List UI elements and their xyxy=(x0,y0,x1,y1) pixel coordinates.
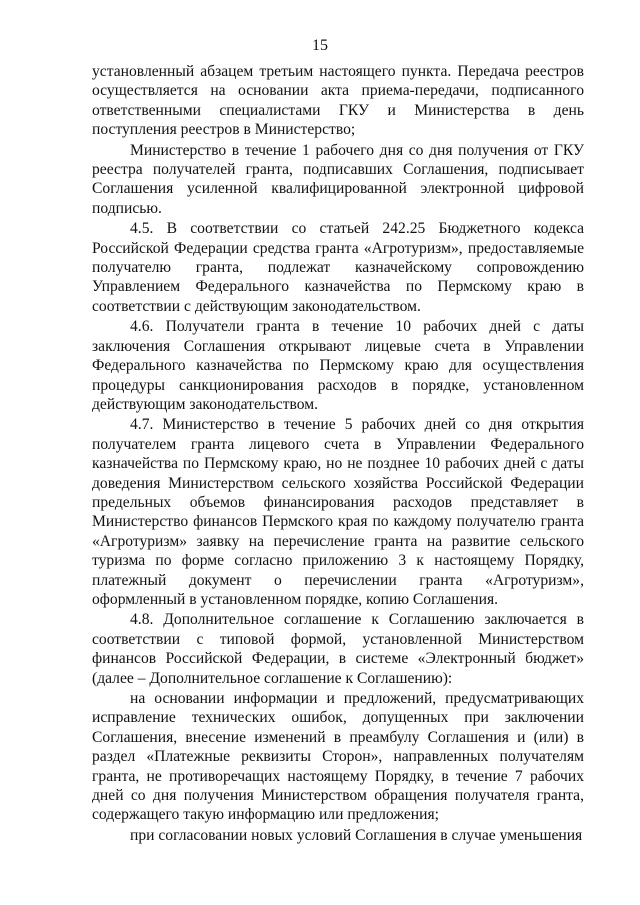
paragraph-4-7: 4.7. Министерство в течение 5 рабочих дней со дня открытия получателем гранта лицевого счета в Управлении Федерального казначейства по Пермскому краю, но не позднее 10 рабочих дней с даты доведения Министерством сельского хозяйства Российской Федерации предельных объемов финансирования расходов представляет в Министерство финансов Пермского края по каждому получателю гранта «Агротуризм» заявку на перечисление гранта на развитие сельского туризма по форме согласно приложению 3 к настоящему Порядку, платежный документ о перечислении гранта «Агротуризм», оформленный в установленном порядке, копию Соглашения. xyxy=(92,416,584,608)
paragraph-registry-transfer: установленный абзацем третьим настоящего пункта. Передача реестров осуществляется на основании акта приема-передачи, подписанного ответственными специалистами ГКУ и Министерства в день поступления реестров в Министерство; xyxy=(92,63,584,139)
document-body xyxy=(92,62,584,846)
paragraph-ministry-signing: Министерство в течение 1 рабочего дня со дня получения от ГКУ реестра получателей гранта, подписавших Соглашения, подписывает Соглашения усиленной квалифицированной электронной цифровой подписью. xyxy=(92,141,584,217)
paragraph-corrections: на основании информации и предложений, предусматривающих исправление технических ошибок, допущенных при заключении Соглашения, внесение изменений в преамбулу Соглашения и (или) в раздел «Платежные реквизиты Сторон», направленных получателям гранта, не противоречащих настоящему Порядку, в течение 7 рабочих дней со дня получения Министерством обращения получателя гранта, содержащего такую информацию или предложения; xyxy=(92,690,584,824)
paragraph-4-5: 4.5. В соответствии со статьей 242.25 Бюджетного кодекса Российской Федерации средства гранта «Агротуризм», предоставляемые получателю гранта, подлежат казначейскому сопровождению Управлением Федерального казначейства по Пермскому краю в соответствии с действующим законодательством. xyxy=(92,220,584,315)
paragraph-4-8: 4.8. Дополнительное соглашение к Соглашению заключается в соответствии с типовой формой, установленной Министерством финансов Российской Федерации, в системе «Электронный бюджет» (далее – Дополнительное соглашение к Соглашению): xyxy=(92,611,584,687)
page-number: 15 xyxy=(312,37,328,54)
paragraph-4-6: 4.6. Получатели гранта в течение 10 рабочих дней с даты заключения Соглашения открывают лицевые счета в Управлении Федерального казначейства по Пермскому краю для осуществления процедуры санкционирования расходов в порядке, установленном действующим законодательством. xyxy=(92,318,584,413)
paragraph-new-conditions: при согласовании новых условий Соглашения в случае уменьшения xyxy=(130,826,583,844)
